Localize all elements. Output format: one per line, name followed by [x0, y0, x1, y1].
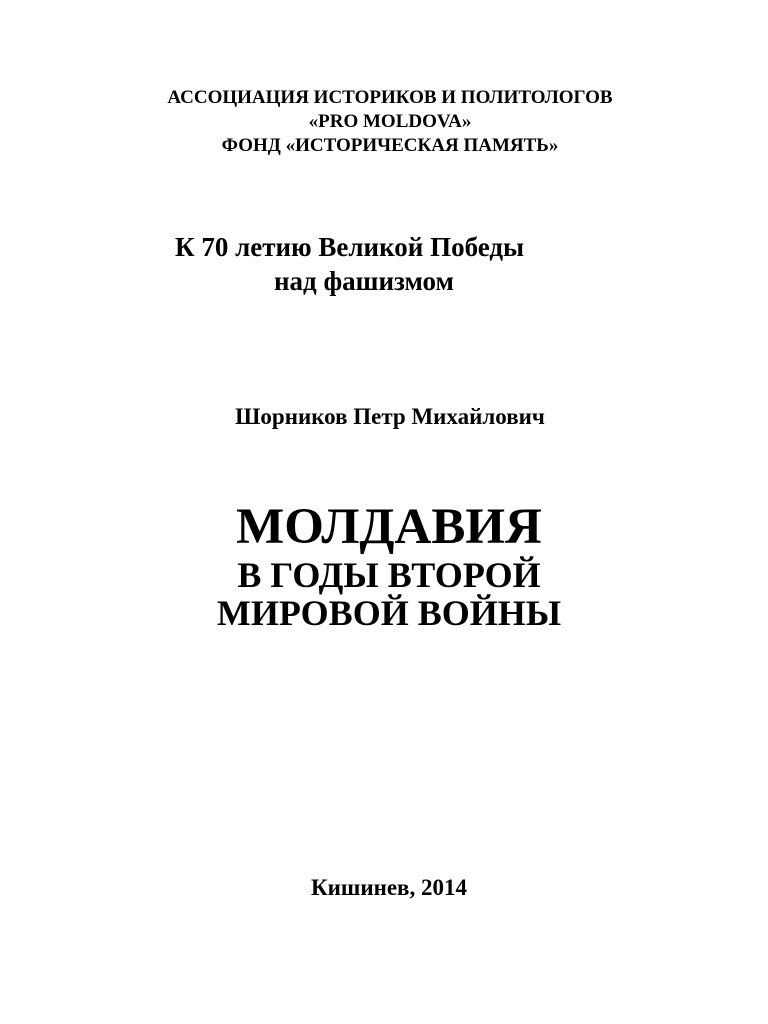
author-name: Шорников Петр Михайлович	[235, 404, 545, 429]
publisher-block	[0, 86, 768, 158]
book-title-main: МОЛДАВИЯ	[236, 499, 542, 555]
dedication-line-1: К 70 летию Великой Победы	[175, 232, 525, 262]
book-title-subtitle-1: В ГОДЫ ВТОРОЙ	[237, 555, 541, 595]
imprint-place-year: Кишинев, 2014	[311, 875, 467, 900]
book-title	[0, 498, 768, 632]
publisher-association: АССОЦИАЦИЯ ИСТОРИКОВ И ПОЛИТОЛОГОВ	[167, 87, 613, 108]
publisher-foundation: ФОНД «ИСТОРИЧЕСКАЯ ПАМЯТЬ»	[221, 135, 559, 156]
dedication-line-2: над фашизмом	[274, 266, 454, 296]
publisher-association-name: «PRO MOLDOVA»	[308, 111, 472, 132]
book-title-subtitle-2: МИРОВОЙ ВОЙНЫ	[216, 593, 562, 633]
